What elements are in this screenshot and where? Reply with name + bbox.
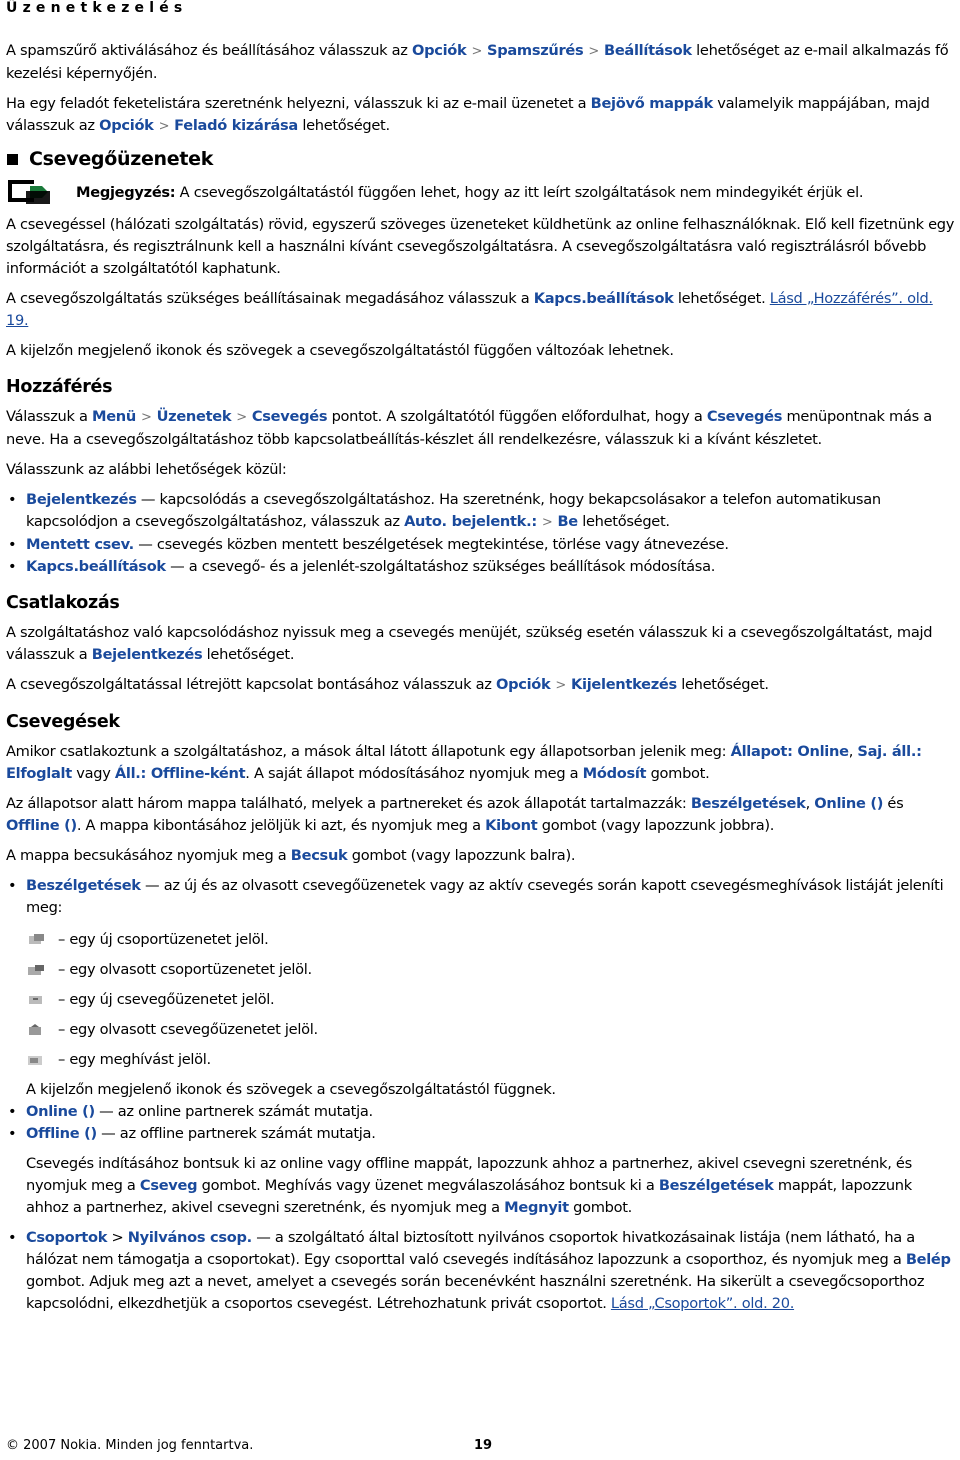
- option-key: Kapcs.beállítások: [26, 558, 166, 575]
- button-key-open: Megnyit: [504, 1199, 569, 1216]
- menu-key-groups: Csoportok: [26, 1229, 108, 1246]
- menu-key-settings: Beállítások: [604, 42, 692, 59]
- text: ,: [805, 795, 815, 812]
- list-item: [6, 1123, 956, 1145]
- menu-key-options: Opciók: [412, 42, 467, 59]
- text: lehetőséget.: [577, 513, 670, 530]
- see-access-link[interactable]: Lásd „Hozzáférés”. old. 19.: [6, 290, 933, 329]
- text: mappát, lapozzunk ahhoz a partnerhez, akivel csevegni szeretnénk, és nyomjuk meg a: [26, 1177, 912, 1216]
- chevron-right-icon: >: [541, 515, 553, 530]
- text: gombot.: [646, 765, 710, 782]
- section-title: Csevegőüzenetek: [29, 148, 214, 170]
- text: A mappa becsukásához nyomjuk meg a: [6, 847, 291, 864]
- start-chat-paragraph: [6, 1153, 956, 1219]
- running-header: Üzenetkezelés: [6, 0, 188, 16]
- status-key: Saj. áll.: Elfoglalt: [6, 743, 922, 782]
- option-key: Bejelentkezés: [26, 491, 137, 508]
- access-choose-paragraph: Válasszunk az alábbi lehetőségek közül:: [6, 461, 287, 478]
- list-item: [6, 489, 956, 534]
- text: gombot (vagy lapozzunk balra).: [347, 847, 576, 864]
- page-number: 19: [474, 1438, 493, 1453]
- text: és: [883, 795, 904, 812]
- folder-key: Beszélgetések: [658, 1177, 774, 1194]
- invitation-icon: [26, 1053, 46, 1067]
- folder-key: Offline (): [6, 817, 77, 834]
- text: gombot. Meghívás vagy üzenet megválaszolásához bontsuk ki a: [197, 1177, 659, 1194]
- icon-legend-row: [26, 1045, 956, 1075]
- folder-key: Offline (): [26, 1125, 97, 1142]
- list-item: [6, 1101, 956, 1123]
- text: ,: [848, 743, 858, 760]
- text: A spamszűrő aktiválásához és beállításához válasszuk az: [6, 42, 412, 59]
- text: — csevegés közben mentett beszélgetések megtekintése, törlése vagy átnevezése.: [133, 536, 729, 553]
- section-heading: [6, 148, 956, 170]
- access-paragraph: [6, 406, 956, 451]
- menu-key-spam-filter: Spamszűrés: [487, 42, 584, 59]
- read-chat-message-icon: [26, 1023, 46, 1037]
- option-key: Be: [557, 513, 578, 530]
- folder-key: Beszélgetések: [26, 877, 141, 894]
- menu-key-options: Opciók: [495, 676, 551, 693]
- chevron-right-icon: >: [471, 44, 483, 59]
- menu-key-block-sender: Feladó kizárása: [174, 117, 298, 134]
- text: lehetőséget.: [202, 646, 295, 663]
- note-label: Megjegyzés:: [76, 184, 176, 201]
- spam-filter-paragraph: [6, 40, 956, 85]
- button-key-chat: Cseveg: [139, 1177, 198, 1194]
- chats-heading: Csevegések: [6, 712, 120, 732]
- text: A csevegőszolgáltatás szükséges beállításainak megadásához válasszuk a: [6, 290, 534, 307]
- square-bullet-icon: [7, 154, 18, 165]
- collapse-paragraph: [6, 845, 956, 867]
- menu-key-public-groups: Nyilvános csop.: [127, 1229, 252, 1246]
- menu-key-login: Bejelentkezés: [91, 646, 203, 663]
- note-text: [76, 182, 863, 204]
- text: — a szolgáltató által biztosított nyilvános csoportok hivatkozásainak listája (nem látható, ha a hálózat nem támogatja a csoportokat). Egy csoporttal való csevegés indításához lapozzunk a csoporthoz, és nyomjuk meg a: [26, 1229, 915, 1268]
- text: Ha egy feladót feketelistára szeretnénk helyezni, válasszuk ki az e-mail üzenetet a: [6, 95, 591, 112]
- text: A csevegőszolgáltatástól függően lehet, hogy az itt leírt szolgáltatások nem mindegyikét érjük el.: [175, 184, 864, 201]
- icon-legend-row: [26, 925, 956, 955]
- connect-heading: Csatlakozás: [6, 593, 120, 613]
- note-block: [6, 182, 956, 206]
- text: . A saját állapot módosításához nyomjuk meg a: [245, 765, 583, 782]
- access-options-list: [6, 489, 956, 578]
- count-list: [6, 1101, 956, 1145]
- text: — az új és az olvasott csevegőüzenetek vagy az aktív csevegés során kapott csevegésmeghívások listáját jeleníti meg:: [26, 877, 944, 916]
- text: gombot. Adjuk meg azt a nevet, amelyet a csevegés során becenévként használni szeretnénk. Ha sikerült a csevegőcsoporthoz kapcsolódni, elkezdhetjük a csoportos csevegést. Létrehozhatunk privát csoportot.: [26, 1273, 925, 1312]
- button-key-collapse: Becsuk: [290, 847, 348, 864]
- text: pontot. A szolgáltatótól függően előfordulhat, hogy a: [327, 408, 707, 425]
- icon-legend-row: [26, 955, 956, 985]
- menu-key-inbox-folders: Bejövő mappák: [590, 95, 713, 112]
- text: . A mappa kibontásához jelöljük ki azt, és nyomjuk meg a: [76, 817, 486, 834]
- text: — az online partnerek számát mutatja.: [94, 1103, 373, 1120]
- folders-paragraph: [6, 793, 956, 837]
- icon-description: – egy olvasott csoportüzenetet jelöl.: [58, 961, 312, 978]
- icon-legend: [26, 925, 956, 1075]
- text: lehetőséget az e-mail alkalmazás fő kezelési képernyőjén.: [6, 42, 949, 82]
- menu-key-messages: Üzenetek: [156, 408, 232, 425]
- status-paragraph: [6, 741, 956, 785]
- menu-key-logout: Kijelentkezés: [571, 676, 677, 693]
- text: — a csevegő- és a jelenlét-szolgáltatáshoz szükséges beállítások módosítása.: [165, 558, 716, 575]
- text: lehetőséget.: [673, 290, 770, 307]
- connect-paragraph-2: [6, 674, 956, 697]
- text: lehetőséget.: [676, 676, 769, 693]
- list-item: [6, 556, 956, 578]
- chevron-right-icon: >: [588, 44, 599, 59]
- icon-legend-row: [26, 985, 956, 1015]
- menu-key-chat: Csevegés: [251, 408, 328, 425]
- chat-settings-paragraph: [6, 288, 956, 332]
- icons-note: A kijelzőn megjelenő ikonok és szövegek a csevegőszolgáltatástól függnek.: [26, 1081, 556, 1098]
- text: Amikor csatlakoztunk a szolgáltatáshoz, a mások által látott állapotunk egy állapotsorban jelenik meg:: [6, 743, 731, 760]
- button-key-modify: Módosít: [582, 765, 647, 782]
- blacklist-paragraph: [6, 93, 956, 138]
- menu-key-chat: Csevegés: [706, 408, 783, 425]
- folders-list: [6, 875, 956, 919]
- folder-key: Beszélgetések: [690, 795, 806, 812]
- note-icon: [6, 176, 50, 206]
- text: A szolgáltatáshoz való kapcsolódáshoz nyissuk meg a csevegés menüjét, szükség esetén válasszuk ki a csevegőszolgáltatást, majd válasszuk a: [6, 624, 933, 663]
- see-groups-link[interactable]: Lásd „Csoportok”. old. 20.: [610, 1295, 795, 1312]
- status-key: Áll.: Offline-ként: [114, 765, 246, 782]
- text: gombot (vagy lapozzunk jobbra).: [537, 817, 775, 834]
- icon-legend-row: [26, 1015, 956, 1045]
- text: menüpontnak más a neve. Ha a csevegőszolgáltatáshoz több kapcsolatbeállítás-készlet áll rendelkezésre, válasszuk ki a kívánt készletet.: [6, 408, 932, 448]
- button-key-expand: Kibont: [485, 817, 538, 834]
- list-item: [6, 875, 956, 919]
- text: >: [107, 1229, 128, 1246]
- text: — az offline partnerek számát mutatja.: [96, 1125, 376, 1142]
- chevron-right-icon: >: [158, 119, 170, 134]
- chat-icons-paragraph: A kijelzőn megjelenő ikonok és szövegek a csevegőszolgáltatástól függően változóak lehetnek.: [6, 342, 674, 359]
- folder-key: Online (): [26, 1103, 95, 1120]
- text: vagy: [71, 765, 115, 782]
- connect-paragraph-1: [6, 622, 956, 666]
- text: gombot.: [568, 1199, 633, 1216]
- text: valamelyik mappájában, majd válasszuk az: [6, 95, 930, 134]
- chevron-right-icon: >: [140, 410, 152, 425]
- list-item: [6, 1227, 956, 1315]
- page-content: [6, 40, 956, 1323]
- icon-description: – egy új csoportüzenetet jelöl.: [58, 931, 269, 948]
- read-group-message-icon: [26, 963, 46, 977]
- groups-list: [6, 1227, 956, 1315]
- status-key: Állapot: Online: [730, 743, 849, 760]
- option-key: Mentett csev.: [26, 536, 134, 553]
- new-chat-message-icon: [26, 993, 46, 1007]
- button-key-join: Belép: [905, 1251, 951, 1268]
- text: Csevegés indításához bontsuk ki az online vagy offline mappát, lapozzunk ahhoz a partnerhez, akivel csevegni szeretnénk, és nyomjuk meg a: [26, 1155, 912, 1194]
- new-group-message-icon: [26, 933, 46, 947]
- icon-description: – egy olvasott csevegőüzenetet jelöl.: [58, 1021, 318, 1038]
- folder-key: Online (): [814, 795, 884, 812]
- text: A csevegőszolgáltatással létrejött kapcsolat bontásához válasszuk az: [6, 676, 496, 693]
- copyright-footer: © 2007 Nokia. Minden jog fenntartva.: [6, 1438, 254, 1453]
- chat-intro-paragraph: A csevegéssel (hálózati szolgáltatás) rövid, egyszerű szöveges üzeneteket küldhetünk az online felhasználóknak. Elő kell fizetnünk egy szolgáltatásra, és regisztrálnunk kell a használni kívánt csevegőszolgáltatásra. A csevegőszolgáltatásra való regisztrálásról bővebb információt a szolgáltatótól kaphatunk.: [6, 216, 955, 277]
- menu-key-conn-settings: Kapcs.beállítások: [533, 290, 674, 307]
- text: lehetőséget.: [297, 117, 390, 134]
- access-heading: Hozzáférés: [6, 377, 113, 397]
- menu-key-menu: Menü: [91, 408, 136, 425]
- icon-description: – egy meghívást jelöl.: [58, 1051, 211, 1068]
- list-item: [6, 534, 956, 556]
- text: Válasszuk a: [6, 408, 92, 425]
- chevron-right-icon: >: [236, 410, 247, 425]
- option-key: Auto. bejelentk.:: [404, 513, 537, 530]
- menu-key-options: Opciók: [99, 117, 154, 134]
- text: Az állapotsor alatt három mappa található, melyek a partnereket és azok állapotát tartalmazzák:: [6, 795, 691, 812]
- chevron-right-icon: >: [555, 678, 566, 693]
- icon-description: – egy új csevegőüzenetet jelöl.: [58, 991, 275, 1008]
- text: — kapcsolódás a csevegőszolgáltatáshoz. Ha szeretnénk, hogy bekapcsolásakor a telefon automatikusan kapcsolódjon a csevegőszolgáltatáshoz, válasszuk az: [26, 491, 881, 530]
